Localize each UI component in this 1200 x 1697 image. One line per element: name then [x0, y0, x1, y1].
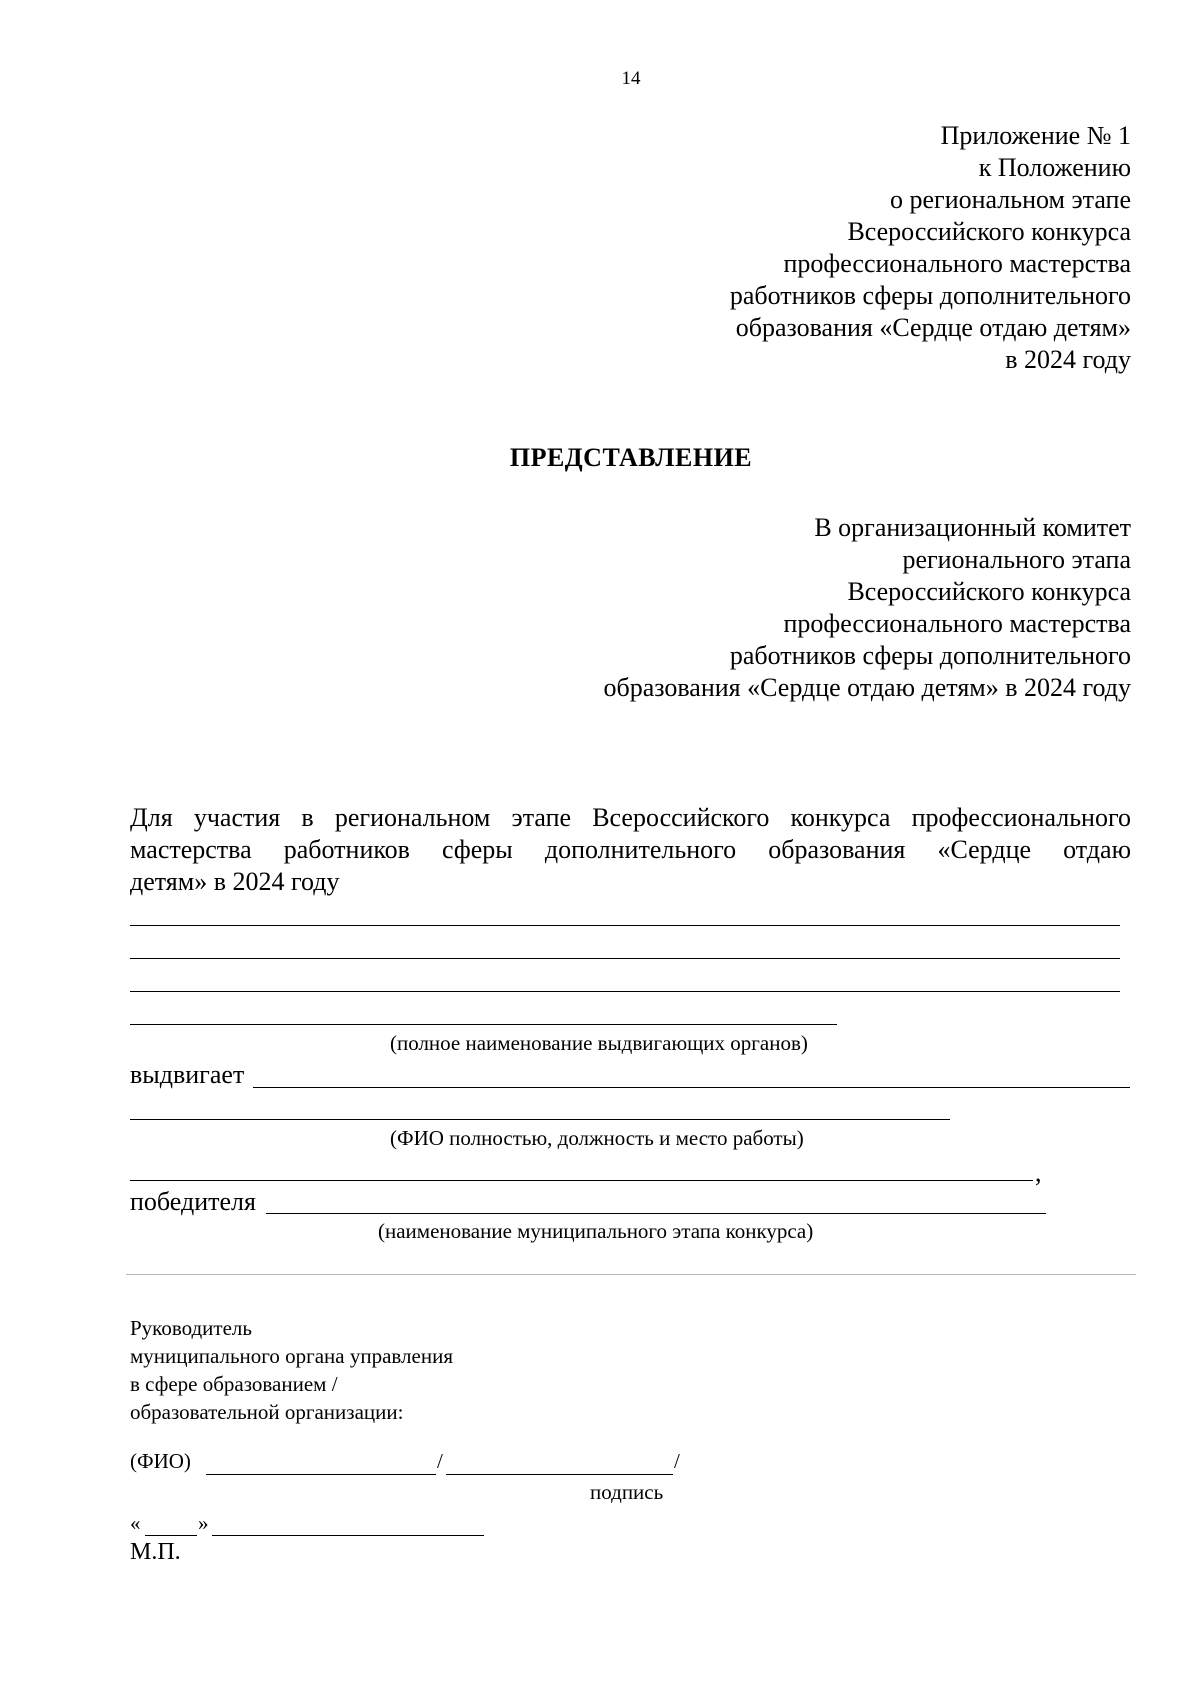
document-title: ПРЕДСТАВЛЕНИЕ [509, 443, 753, 472]
signature-blank-line[interactable] [446, 1474, 673, 1475]
signature-caption: подпись [590, 1480, 664, 1504]
month-year-blank-line[interactable] [212, 1535, 484, 1536]
comma: , [1035, 1158, 1042, 1187]
appendix-line: Приложение № 1 [940, 121, 1131, 150]
addressee-line: регионального этапа [902, 545, 1131, 574]
signer-line: Руководитель [130, 1316, 252, 1340]
organs-blank-line-2[interactable] [130, 958, 1120, 959]
slash-end: / [674, 1449, 680, 1473]
signer-block [130, 1314, 453, 1426]
intro-line: детям» в 2024 году [130, 867, 340, 896]
addressee-line: В организационный комитет [814, 513, 1131, 542]
appendix-line: образования «Сердце отдаю детям» [735, 313, 1131, 342]
day-blank-line[interactable] [145, 1535, 197, 1536]
signer-line: муниципального органа управления [130, 1344, 453, 1368]
organs-blank-line-4[interactable] [130, 1024, 837, 1025]
page-number: 14 [621, 68, 641, 89]
addressee-line: Всероссийского конкурса [847, 577, 1131, 606]
addressee-block [603, 512, 1131, 704]
nominee-blank-line[interactable] [253, 1087, 1130, 1088]
caption-organs: (полное наименование выдвигающих органов) [390, 1031, 808, 1055]
intro-paragraph [130, 802, 1131, 898]
appendix-line: Всероссийского конкурса [847, 217, 1131, 246]
addressee-line: образования «Сердце отдаю детям» в 2024 году [603, 673, 1131, 702]
quote-close: » [198, 1511, 209, 1535]
appendix-line: в 2024 году [1005, 345, 1131, 374]
nominates-label: выдвигает [130, 1060, 245, 1089]
intro-line: Для участия в региональном этапе Всероссийского конкурса профессионального [130, 803, 1131, 832]
organs-blank-line-1[interactable] [130, 925, 1120, 926]
appendix-line: о региональном этапе [890, 185, 1131, 214]
slash: / [437, 1449, 443, 1473]
appendix-line: работников сферы дополнительного [729, 281, 1131, 310]
stage-blank-line[interactable] [266, 1213, 1046, 1214]
signer-line: в сфере образованием / [130, 1372, 338, 1396]
section-divider [126, 1274, 1136, 1275]
appendix-header [730, 120, 1131, 376]
appendix-line: к Положению [978, 153, 1131, 182]
intro-line: мастерства работников сферы дополнительного образования «Сердце отдаю [130, 835, 1131, 864]
nominee-blank-line-2[interactable] [130, 1119, 950, 1120]
organs-blank-line-3[interactable] [130, 991, 1120, 992]
position-blank-line[interactable] [130, 1180, 1033, 1181]
addressee-line: профессионального мастерства [783, 609, 1131, 638]
winner-label: победителя [130, 1187, 256, 1216]
quote-open: « [130, 1511, 141, 1535]
appendix-line: профессионального мастерства [783, 249, 1131, 278]
addressee-line: работников сферы дополнительного [729, 641, 1131, 670]
fio-label: (ФИО) [130, 1449, 191, 1473]
signer-line: образовательной организации: [130, 1400, 404, 1424]
caption-fio: (ФИО полностью, должность и место работы) [390, 1126, 804, 1150]
fio-blank-line[interactable] [206, 1474, 436, 1475]
stamp-label: М.П. [130, 1539, 181, 1565]
caption-stage: (наименование муниципального этапа конкурса) [378, 1219, 814, 1243]
